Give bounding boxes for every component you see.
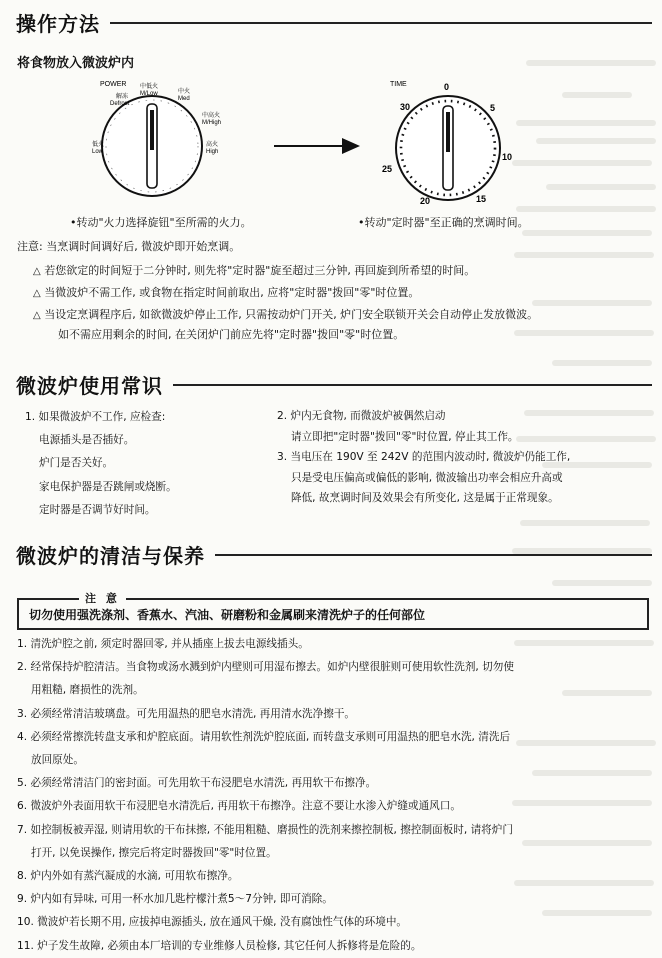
timer-dial-title: TIME (390, 81, 407, 88)
list-item: 8. 炉内外如有蒸汽凝成的水滴, 可用软布擦净。 (17, 870, 239, 883)
svg-text:中高火: 中高火 (202, 113, 221, 119)
section-usage-header (16, 370, 652, 399)
svg-text:M/Low: M/Low (140, 91, 158, 97)
caption-power: •转动"火力选择旋钮"至所需的火力。 (70, 216, 252, 229)
section-title: 微波炉的清洁与保养 (16, 544, 205, 568)
caption-timer: •转动"定时器"至正确的烹调时间。 (358, 216, 529, 229)
power-dial-title: POWER (100, 81, 127, 88)
power-dial (92, 76, 242, 206)
svg-text:High: High (206, 149, 219, 155)
section-title: 操作方法 (16, 12, 100, 36)
notice-label: 注 意 (79, 590, 126, 606)
list-item: 用粗糙, 磨损性的洗剂。 (31, 684, 144, 697)
svg-text:5: 5 (490, 103, 496, 113)
list-item: 9. 炉内如有异味, 可用一杯水加几匙柠檬汁煮5～7分钟, 即可消除。 (17, 893, 333, 906)
svg-text:M/High: M/High (202, 120, 222, 126)
svg-text:Low: Low (92, 149, 104, 155)
note-3-tail: 如不需应用剩余的时间, 在关闭炉门前应先将"定时器"拨回"零"时位置。 (58, 328, 405, 341)
svg-text:中火: 中火 (178, 89, 191, 95)
list-item: 2. 经常保持炉腔清洁。当食物或汤水溅到炉内壁则可用湿布擦去。如炉内壁很脏则可使用软性洗剂, 切勿使 (17, 661, 514, 674)
svg-text:解冻: 解冻 (116, 94, 129, 100)
usage-left-list: 1. 如果微波炉不工作, 应检查: 电源插头是否插好。 炉门是否关好。 家电保护器是否跳闸或烧断。 定时器是否调节好时间。 (25, 411, 177, 516)
svg-text:中低火: 中低火 (140, 84, 159, 90)
list-item: 4. 必须经常擦洗转盘支承和炉腔底面。请用软性剂洗炉腔底面, 而转盘支承则可用温热的肥皂水洗, 清洗后 (17, 730, 511, 743)
note-main: 注意: 当烹调时间调好后, 微波炉即开始烹调。 (17, 240, 241, 253)
section-operation-header (16, 8, 652, 37)
triangle-icon: △ (33, 288, 41, 299)
svg-text:高火: 高火 (206, 142, 219, 148)
section-title: 微波炉使用常识 (16, 374, 163, 398)
list-item: 3. 必须经常清洁玻璃盘。可先用温热的肥皂水清洗, 再用清水洗净擦干。 (17, 707, 356, 720)
title-rule (215, 554, 652, 556)
title-rule (173, 384, 652, 386)
list-item: 7. 如控制板被弄湿, 则请用软的干布抹擦, 不能用粗糙、磨损性的洗剂来擦控制板, 擦控制面板时, 请将炉门 (17, 823, 513, 836)
section-cleaning-header (16, 540, 652, 569)
svg-text:30: 30 (400, 102, 411, 112)
usage-right-list: 2. 炉内无食物, 而微波炉被偶然启动 请立即把"定时器"拨回"零"时位置, 停止其工作。 3. 当电压在 190V 至 242V 的范围内波动时, 微波炉仍能工作, 只是受电压偏高或偏低的影响, 微波输出功率会相应升高或 降低, 故烹调时间及效果会有所变化, 这是属于正常现象。 (277, 410, 571, 504)
note-1: △ 若您欲定的时间短于二分钟时, 则先将"定时器"旋至超过三分钟, 再回旋到所希望的时间。 (33, 264, 476, 277)
list-item: 6. 微波炉外表面用软干布浸肥皂水清洗后, 再用软干布擦净。注意不要让水渗入炉缝或通风口。 (17, 800, 461, 813)
list-item: 放回原处。 (31, 754, 84, 767)
note-2: △ 当微波炉不需工作, 或食物在指定时间前取出, 应将"定时器"拨回"零"时位置。 (33, 286, 420, 299)
triangle-icon: △ (33, 310, 41, 321)
power-knob-pointer (150, 110, 154, 150)
notice-text: 切勿使用强洗涤剂、香蕉水、汽油、研磨粉和金属刷来清洗炉子的任何部位 (29, 608, 426, 622)
svg-text:0: 0 (444, 82, 450, 92)
list-item: 打开, 以免误操作, 擦完后将定时器拨回"零"时位置。 (31, 846, 277, 859)
svg-text:低火: 低火 (92, 142, 105, 148)
svg-text:25: 25 (382, 164, 393, 174)
section-subtitle: 将食物放入微波炉内 (17, 56, 135, 71)
svg-text:20: 20 (420, 196, 431, 206)
timer-dial (378, 76, 528, 210)
svg-text:10: 10 (502, 152, 513, 162)
arrow-right-icon (272, 134, 362, 158)
list-item: 5. 必须经常清洁门的密封面。可先用软干布浸肥皂水清洗, 再用软干布擦净。 (17, 777, 377, 790)
list-item: 11. 炉子发生故障, 必须由本厂培训的专业维修人员检修, 其它任何人拆修将是危险的。 (17, 939, 422, 952)
list-item: 10. 微波炉若长期不用, 应拔掉电源插头, 放在通风干燥, 没有腐蚀性气体的环境中。 (17, 916, 408, 929)
title-rule (110, 22, 652, 24)
svg-text:Med: Med (178, 96, 190, 102)
svg-text:Defrost: Defrost (110, 101, 130, 107)
note-3: △ 当设定烹调程序后, 如欲微波炉停止工作, 只需按动炉门开关, 炉门安全联锁开关会自动停止发放微波。 (33, 308, 539, 321)
triangle-icon: △ (33, 266, 41, 277)
svg-text:15: 15 (476, 194, 487, 204)
timer-knob-pointer (446, 112, 450, 152)
notice-box (17, 592, 649, 630)
cleaning-list (17, 633, 514, 958)
list-item: 1. 清洗炉腔之前, 须定时器回零, 并从插座上拔去电源线插头。 (17, 638, 309, 650)
